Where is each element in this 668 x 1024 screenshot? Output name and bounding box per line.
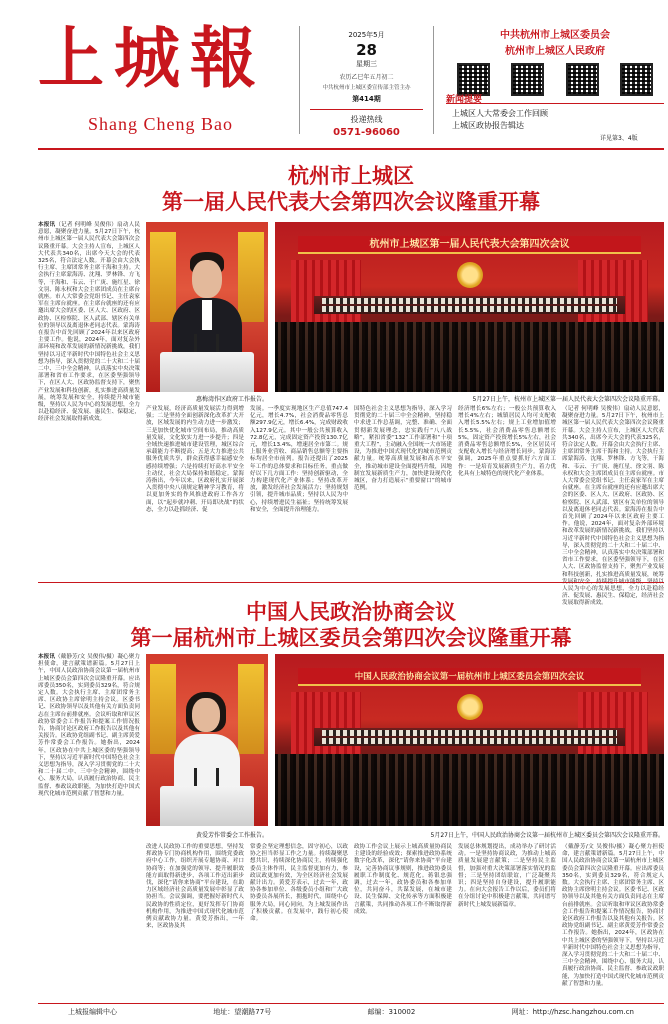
- news-digest-list: [452, 108, 664, 132]
- issue-year-month: 2025年5月: [348, 31, 385, 39]
- audience: [275, 322, 664, 392]
- newspaper-logo-english: Shang Cheng Bao: [88, 114, 233, 134]
- issue-info-box: [299, 26, 434, 138]
- article2-column-2: 改进人民政协工作的重要思想，坚持发挥政协专门协商机构作用，围绕党委政府中心工作，组织开展专题协商、对口协商等；在加强党的领导、提升履职效能方面取得新进步，各项工作迈出新步伐，深化“请你来协商”平台建设，在助力区域经济社会高质量发展中彰显了政协担当。会议强调，要把握好新时代人民政协的性质定位，更好发挥专门协商机构作用，为推进中国式现代化城市范例贡献政协力量。黄爱芳指出，一年来，区政协及其: [146, 844, 244, 930]
- masthead: [0, 0, 668, 148]
- issue-lunar-date: 农历乙巳年五月初二: [339, 74, 394, 81]
- article2-byline: 本报讯: [38, 654, 55, 660]
- article2-column-5: 发展总体规划提出，成功举办了研讨活动。一是坚持协商议政，为推动上城高质量发展建言献策；二是坚持民主监督，加强对重大决策部署落实情况的监督；三是坚持团结联谊，广泛凝聚共识；四是坚持自身建设，提升履职能力。在向大会报告工作以后，委员们将在分组讨论中积极建言献策，共同谱写新时代上城发展新篇章。: [458, 844, 556, 908]
- news-digest-item[interactable]: 上城区人大常委会工作回顾: [452, 109, 548, 118]
- article2-headline-line1: 中国人民政治协商会议: [246, 600, 456, 624]
- article1-column-6: （记者 何明峰 吴俊伟）扇动人民意愿，凝聚奋进力量。5月27日下午，杭州市上城区第一届人民代表大会第四次会议隆重开幕。大会主持人宣布，上城区人大代表共340名，出席今天大会的代表325名，符合法定人数。开幕会由大会执行主席、主席团常务主席干海和主持。大会执行主席蒙海涛、沈翔、罗林锋、方飞等，干海和、韦云、于广庚、施红星、徐文羽、陈永权和大会主席团成员在主席台就座。市人大常委会党组书记、主任袁家军在主席台就座。在主席台就座的还有应邀出席大会的区委、区人大、区政府、区政协、区检察院、区人武部、辖区有关单位的领导以及离退休老同志代表。蒙海涛在报告中首先回顾了2024年以来区政府主要工作。他说，2024年，面对复杂外部环境和改革发展的新情况新挑战，我们坚持以习近平新时代中国特色社会主义思想为指导，深入贯彻党的二十大和二十届二中、三中全会精神，认真落实中央决策部署和省市工作要求，在区委坚强领导下，在区人大、区政协监督支持下，聚焦产业发展和科技创新，扎实推进高质量发展，统筹 人民为中心的发展思想，全力以赴稳经济、促发展、惠民生、保稳定，经济社会发展取得新成效。: [562, 406, 664, 607]
- issue-weekday: 星期三: [356, 60, 377, 68]
- footer-address: 地址：望潮路77号: [213, 1008, 272, 1016]
- article1-column-3: 发展。一季度实现地区生产总值747.4亿元，增长4.7%，社会消费品零售总额297.9亿元，增长6.4%，完成财政收入127.9亿元。其中一般公共预算收入72.8亿元，完成固定资产投资130.7亿元，增长13.4%，增速居全市第二。规上服务业营收、商品销售总额等主要指标均居全市前列。报告还提出了2025年工作的总体要求和目标任务，重点做好以下几方面工作：坚持创新驱动，全力构建现代化产业体系；坚持改革开放，激发经济社会发展活力；坚持规划引领，提升城市品质；坚持以人民为中心，持续增进民生福祉；坚持统筹发展和安全，全面提升治理能力。: [250, 406, 348, 513]
- article2-photo1-caption: 黄爱芳作常委会工作报告。: [195, 832, 268, 839]
- article2-speaker-photo: [146, 654, 268, 826]
- footer-postcode: 邮编：310002: [367, 1008, 416, 1016]
- national-emblem-icon: [457, 262, 483, 288]
- article1-photo2-caption: 5月27日上午，杭州市上城区第一届人民代表大会第四次会议隆重开幕。: [472, 396, 664, 403]
- article2-headline-line2: 第一届杭州市上城区委员会第四次会议隆重开幕: [130, 626, 572, 650]
- info-divider: [310, 109, 423, 110]
- article1-column-1: 本报讯（记者 何明峰 吴俊伟）扇动人民意愿，凝聚奋进力量。5月27日下午，杭州市上城区第一届人民代表大会第四次会议隆重开幕。大会主持人宣布，上城区人大代表共340名，出席今天大会的代表325名，符合法定人数。开幕会由大会执行主席、主席团常务主席干海和主持。大会执行主席蒙海涛、沈翔、罗林锋、方飞等，干海和、韦云、于广庚、施红星、徐文羽、陈永权和大会主席团成员在主席台就座。市人大常委会党组书记、主任袁家军在主席台就座。在主席台就座的还有应邀出席大会的区委、区人大、区政府、区政协、区检察院、区人武部、辖区有关单位的领导以及离退休老同志代表。蒙海涛在报告中首先回顾了2024年以来区政府主要工作。他说，2024年，面对复杂外部环境和改革发展的新情况新挑战，我们坚持以习近平新时代中国特色社会主义思想为指导，深入贯彻党的二十大和二十届二中、三中全会精神，认真落实中央决策部署和省市工作要求，在区委坚强领导下，在区人大、区政协监督支持下，聚焦产业发展和科技创新，扎实推进高质量发展，统筹发展和安全，持续提升城市能级，坚持以人民为中心的发展思想，全力以赴稳经济、促发展、惠民生、保稳定，经济社会发展取得新成效。: [38, 222, 140, 423]
- masthead-rule: [38, 148, 664, 150]
- footer: [38, 1007, 664, 1017]
- article1-speaker-photo: [146, 222, 268, 392]
- newspaper-logo: 上城報: [38, 19, 266, 97]
- publisher-line-2: 杭州市上城区人民政府: [505, 46, 605, 57]
- article1-hall-banner: 杭州市上城区第一届人民代表大会第四次会议: [298, 236, 640, 254]
- issue-number: 第414期: [352, 95, 381, 103]
- article1-column-2: 产业发展，经济高质量发展活力得到增强；二是坚持全面创新深化改革扩大开放，区域发展的内生动力进一步激发；三是加快优化城市空间布局，推动高质量发展，文化软实力进一步提升；四是全域快速推进城市建设管理，城区综合承载能力不断提高；五是大力推进公共服务优质共享，群众获得感幸福感安全感持续增强；六是持续打好高水平安全主动仗，社会大局保持和谐稳定。蒙海涛指出，今年以来，区政府扎实开展深入贯彻中央八项规定精神学习教育，将以更加务实的作风推进政府工作各方面，以“起步就冲刺、开局即决战”的状态，全力以赴抓经济、促: [146, 406, 244, 513]
- article1-headline-line1: 杭州市上城区: [288, 164, 414, 188]
- news-digest-item[interactable]: 上城区政协报告辑达: [452, 121, 524, 130]
- article2-column-1: 本报讯（戴静芳/文 吴俊伟/摄）凝心聚力担使命，建言献策谱新篇。5月27日上午，中国人民政治协商会议第一届杭州市上城区委员会第四次会议隆重开幕。应出席委员350名，实到委员329名，符合规定人数。大会执行主席、主席团常务主席、区政协主席徐明主持会议。区委书记、区政协领导以及其他有关方面负责同志在主席台前排就座。会议听取和审议区政协常委会工作报告和提案工作情况报告，协商讨论区政府工作报告以及其他有关报告。区政协党组副书记、副主席黄爱芳作常委会工作报告。她指出，2024年，区政协在中共上城区委的坚强领导下，坚持以习近平新时代中国特色社会主义思想为指导，深入学习贯彻党的二十大和二十届二中、三中全会精神，围绕中心、服务大局，认真履行政治协商、民主监督、参政议政职能，为加快打造中国式现代化城市范例贡献了智慧和力量。: [38, 654, 140, 797]
- section-divider: [38, 582, 664, 583]
- article2-column-3: 常委会坚定理想信念，固守初心，以政协之担当彰显工作之力量。持续凝聚思想共识，持续深化协商民主，持续强化委员主体作用，民主监督更加有力，参政议政更加有效，为全区经济社会发展献计出力。黄爱芳表示，过去一年，政协各参加单位、各级委员小组和广大政协委员各展所长，拥抱时代，围绕中心服务大局，同心同向，为上城发展作出了积极贡献。在发展中，践行初心使命。: [250, 844, 348, 923]
- article2-hall-banner: 中国人民政治协商会议第一届杭州市上城区委员会第四次会议: [298, 668, 640, 686]
- article2-column-6: （戴静芳/文 吴俊伟/摄）凝心聚力担使命，建言献策谱新篇。5月27日上午，中国人民政治协商会议第一届杭州市上城区委员会第四次会议隆重开幕。应出席委员350名，实到委员329名，符合规定人数。大会执行主席、主席团常务主席、区政协主席徐明主持会议。区委书记、区政协领导以及其他有关方面负责同志在主席台前排就座。会议听取和审议区政协常委会工作报告和提案工作情况报告，协商讨论区政府工作报告以及其他有关报告。区政协党组副书记、副主席黄爱芳作常委会工作报告。她指出，2024年，区政协在中共上城区委的坚强领导下，坚持以习近平新时代中国特色社会主义思想为指导，深入学习贯彻党的二十大和二十届二中、三中全会精神，围绕中心、服务大局，认真履行政治协商、民主监督、参政议政职能，为加快打造中国式现代化城市范例贡献了智慧和力量。: [562, 844, 664, 987]
- article1-photo1-caption: 惠梅湾作区政府工作报告。: [195, 396, 268, 403]
- article1-column-5: 经济增长6%左右；一般公共预算收入增长4%左右；城镇居民人均可支配收入增长5.5%左右；规上工业增加值增长5.5%，社会消费品零售总额增长5%，固定资产投资增长5%左右，社会消费品零售总额增长5%，全区居民可支配收入增长与经济增长同步。蒙海涛强调，2025年重点要抓好六方面工作：一是培育发展新质生产力，着力优化具有上城特色的现代化产业体系。: [458, 406, 556, 477]
- publisher-line-1: 中共杭州市上城区委员会: [500, 30, 610, 41]
- footer-rule: [38, 1003, 664, 1004]
- article2-column-4: 政协工作会议上展示上城高质量协商民主建设的经验成效；探索推进政协系统数字化改革，深化“请你来协商”平台建设，完善协商议事规则，推进政协委员履职工作制度化、规范化。蒋银忠强调，过去一年，政协委员和各参加单位，共同奋斗，共谋发展，在城市建设、民生保障、文化传承等方面积极建言献策，共同推动各项工作不断取得新成效。: [354, 844, 452, 915]
- publisher-box: [446, 26, 664, 96]
- article1-hall-photo: [275, 222, 664, 392]
- news-digest-more: 详见第3、4版: [600, 135, 638, 142]
- footer-editor: 上城报编辑中心: [68, 1008, 117, 1016]
- article1-column-4: 国特色社会主义思想为指导，深入学习贯彻党的二十届三中全会精神，坚持稳中求进工作总基调，完整、准确、全面贯彻新发展理念，忠实践行“八八战略”，紧扣省委“132”工作部署和“十项重大工程”，主动融入全国统一大市场建设，为推进中国式现代化的城市范例贡献力量。统筹高质量发展和高水平安全，推动城市建设全面提档升级，因地制宜发展新质生产力，加快建设现代化城区，奋力打造展示“重要窗口”的城市范例。: [354, 406, 452, 492]
- article1-headline-line2: 第一届人民代表大会第四次会议隆重开幕: [162, 190, 540, 214]
- hotline-phone: 0571-96060: [333, 127, 400, 138]
- footer-website-link[interactable]: 网址：http://hzsc.hangzhou.com.cn: [511, 1008, 634, 1016]
- issue-organizer: 中共杭州市上城区委宣传部主管主办: [322, 85, 411, 91]
- audience: [275, 754, 664, 826]
- article1-byline: 本报讯: [38, 222, 56, 228]
- issue-day: 28: [356, 41, 377, 59]
- cppcc-emblem-icon: [457, 694, 483, 720]
- news-digest-title: 新闻提要: [446, 92, 664, 104]
- hotline-label: 投递热线: [350, 115, 383, 124]
- article2-photo2-caption: 5月27日上午，中国人民政治协商会议第一届杭州市上城区委员会第四次会议隆重开幕。: [430, 832, 664, 839]
- article2-hall-photo: [275, 654, 664, 826]
